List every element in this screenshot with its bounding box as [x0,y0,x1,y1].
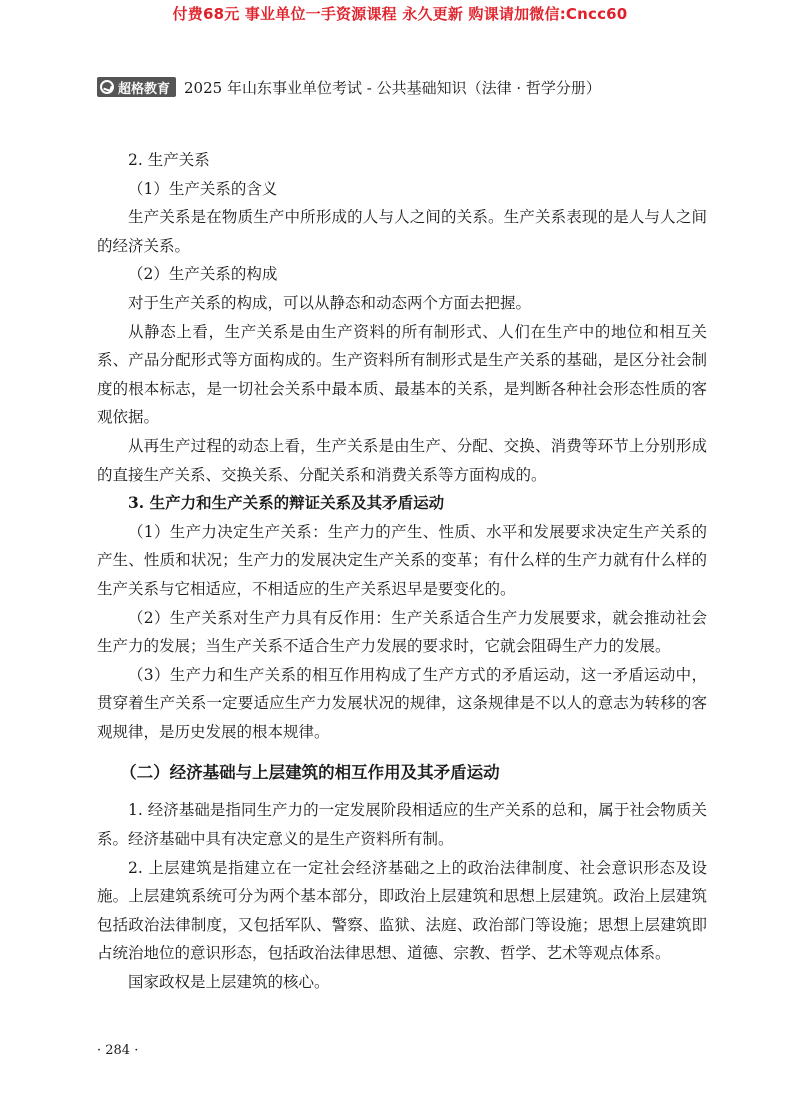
watermark-banner: 付费68元 事业单位一手资源课程 永久更新 购课请加微信:Cncc60 [172,5,628,23]
page-number: · 284 · [97,1043,139,1058]
paragraph: （2）生产关系对生产力具有反作用：生产关系适合生产力发展要求，就会推动社会生产力的发展；当生产关系不适合生产力发展的要求时，它就会阻碍生产力的发展。 [97,608,707,656]
paragraph: 从再生产过程的动态上看，生产关系是由生产、分配、交换、消费等环节上分别形成的直接生产关系、交换关系、分配关系和消费关系等方面构成的。 [97,436,707,484]
section-heading: （二）经济基础与上层建筑的相互作用及其矛盾运动 [120,763,500,783]
sub-item-heading: （1）生产关系的含义 [128,179,278,198]
subsection-heading: 2. 生产关系 [128,151,210,169]
paragraph: （3）生产力和生产关系的相互作用构成了生产方式的矛盾运动，这一矛盾运动中，贯穿着生产关系一定要适应生产力发展状况的规律，这条规律是不以人的意志为转移的客观规律，是历史发展的根本规律。 [97,665,707,741]
logo-text: 超格教育 [118,81,171,97]
subsection-heading: 3. 生产力和生产关系的辩证关系及其矛盾运动 [128,493,445,513]
brand-logo [97,77,176,97]
sub-item-heading: （2）生产关系的构成 [128,265,278,284]
paragraph: 1. 经济基础是指同生产力的一定发展阶段相适应的生产关系的总和，属于社会物质关系。经济基础中具有决定意义的是生产资料所有制。 [97,801,707,849]
logo-icon [100,80,114,94]
header-title: 2025 年山东事业单位考试 - 公共基础知识（法律 · 哲学分册） [184,78,601,97]
paragraph: 国家政权是上层建筑的核心。 [128,973,330,992]
document-body [97,146,707,997]
page-header [97,76,601,98]
paragraph: 生产关系是在物质生产中所形成的人与人之间的关系。生产关系表现的是人与人之间的经济关系。 [97,208,707,255]
paragraph: （1）生产力决定生产关系：生产力的产生、性质、水平和发展要求决定生产关系的产生、性质和状况；生产力的发展决定生产关系的变革；有什么样的生产力就有什么样的生产关系与它相适应，不相适应的生产关系迟早是要变化的。 [97,522,707,598]
paragraph: 从静态上看，生产关系是由生产资料的所有制形式、人们在生产中的地位和相互关系、产品分配形式等方面构成的。生产资料所有制形式是生产关系的基础，是区分社会制度的根本标志，是一切社会关系中最本质、最基本的关系，是判断各种社会形态性质的客观依据。 [97,322,707,427]
paragraph: 对于生产关系的构成，可以从静态和动态两个方面去把握。 [128,293,532,312]
paragraph: 2. 上层建筑是指建立在一定社会经济基础之上的政治法律制度、社会意识形态及设施。上层建筑系统可分为两个基本部分，即政治上层建筑和思想上层建筑。政治上层建筑包括政治法律制度，又包括军队、警察、监狱、法庭、政治部门等设施；思想上层建筑即占统治地位的意识形态，包括政治法律思想、道德、宗教、哲学、艺术等观点体系。 [97,858,707,963]
